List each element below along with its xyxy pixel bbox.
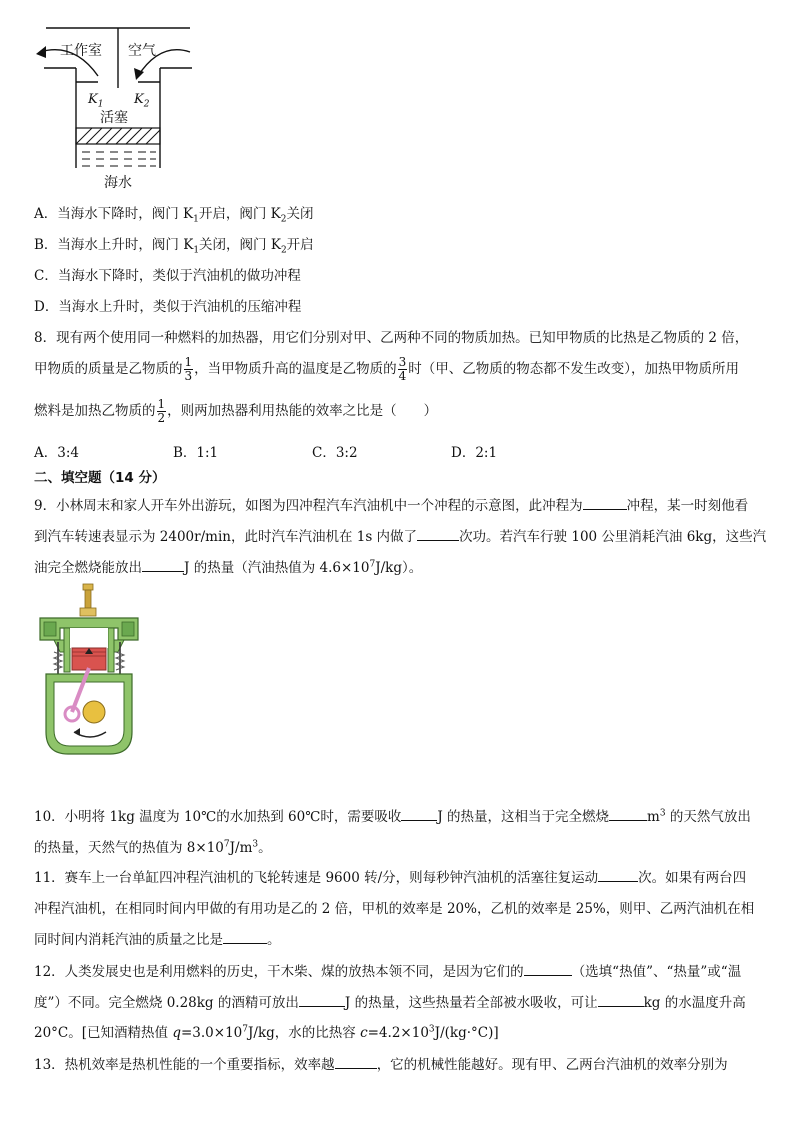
answer-blank[interactable] (609, 806, 647, 821)
answer-blank[interactable] (524, 961, 572, 976)
answer-blank[interactable] (335, 1054, 377, 1069)
q8-line-2: 甲物质的质量是乙物质的 $\frac{1}{3}$ ，当甲物质升高的温度是乙物质的 $\frac{3}{4}$ 时（甲、乙物质的物态都不发生改变），加热甲物质所用 (34, 355, 740, 383)
answer-blank[interactable] (598, 867, 638, 882)
q8-line-3: 燃料是加热乙物质的 $\frac{1}{2}$ ，则两加热器利用热能的效率之比是（ ） (34, 397, 438, 425)
q11-line-2: 冲程汽油机，在相同时间内甲做的有用功是乙的 2 倍，甲机的效率是 20%，乙机的效率是 25%，则甲、乙两汽油机在相 (34, 901, 755, 917)
q12-line-1: 12．人类发展史也是利用燃料的历史，干木柴、煤的放热本领不同，是因为它们的 （选填“热值”、“热量”或“温 (34, 960, 741, 980)
q9-line-1: 9．小林周末和家人开车外出游玩，如图为四冲程汽车汽油机中一个冲程的示意图，此冲程为 冲程，某一时刻他看 (34, 494, 748, 514)
answer-blank[interactable] (142, 557, 184, 572)
answer-blank[interactable] (223, 929, 267, 944)
section-title-fill-blank: 二、填空题（14 分） (34, 470, 166, 486)
q12-line-2: 度”）不同。完全燃烧 0.28kg 的酒精可放出 J 的热量，这些热量若全部被水吸收，可让 kg 的水温度升高 (34, 991, 746, 1011)
q9-line-3: 油完全燃烧能放出 J 的热量（汽油热值为 $4.6\times 10^7J/kg$）。 (34, 556, 422, 576)
label-work-room: 工作室 (60, 43, 102, 59)
label-piston: 活塞 (100, 110, 128, 126)
q8-option-c: C．3:2 (312, 445, 358, 461)
q13-line-1: 13．热机效率是热机性能的一个重要指标，效率越 ，它的机械性能越好。现有甲、乙两台汽油机的效率分别为 (34, 1053, 728, 1073)
four-stroke-engine-diagram (34, 582, 144, 772)
q8-option-a: A．3:4 (34, 445, 79, 461)
fraction-one-half: $\frac{1}{2}$ (157, 397, 166, 425)
fraction-three-quarters: $\frac{3}{4}$ (398, 355, 407, 383)
q8-line-1: 8．现有两个使用同一种燃料的加热器，用它们分别对甲、乙两种不同的物质加热。已知甲物质的比热是乙物质的 2 倍， (34, 330, 749, 346)
q11-line-1: 11．赛车上一台单缸四冲程汽油机的飞轮转速是 9600 转/分，则每秒钟汽油机的活塞往复运动 次。如果有两台四 (34, 866, 746, 886)
q11-line-3: 同时间内消耗汽油的质量之比是 。 (34, 928, 281, 948)
answer-blank[interactable] (401, 806, 437, 821)
q10-line-1: 10．小明将 1kg 温度为 10℃的水加热到 60℃时，需要吸收 J 的热量，这相当于完全燃烧 $m^3$ 的天然气放出 (34, 805, 751, 825)
answer-blank[interactable] (598, 992, 644, 1007)
q7-option-a: A．当海水下降时，阀门 $K_1$开启，阀门 $K_2$关闭 (34, 206, 314, 225)
label-sea: 海水 (104, 175, 132, 191)
q9-line-2: 到汽车转速表显示为 2400r/min，此时汽车汽油机在 1s 内做了 次功。若汽车行驶 100 公里消耗汽油 6kg，这些汽 (34, 525, 766, 545)
q12-line-3: 20°C。[已知酒精热值 $q=3.0\times 10^7J/kg$，水的比热容 $c=4.2\times 10^3J/(kg\cdot^\circ C)$] (34, 1024, 499, 1041)
label-air: 空气 (128, 43, 156, 59)
answer-blank[interactable] (417, 526, 459, 541)
label-k2: $K_2$ (134, 92, 150, 110)
q10-line-2: 的热量，天然气的热值为 $8\times 10^7J/m^3$。 (34, 839, 272, 856)
q7-option-d: D．当海水上升时，类似于汽油机的压缩冲程 (34, 299, 302, 315)
label-k1: $K_1$ (88, 92, 104, 110)
answer-blank[interactable] (583, 495, 627, 510)
q8-option-d: D．2:1 (451, 445, 498, 461)
q8-option-b: B．1:1 (173, 445, 219, 461)
q7-option-c: C．当海水下降时，类似于汽油机的做功冲程 (34, 268, 301, 284)
fraction-one-third: $\frac{1}{3}$ (184, 355, 193, 383)
answer-blank[interactable] (299, 992, 345, 1007)
q7-option-b: B．当海水上升时，阀门 $K_1$关闭，阀门 $K_2$开启 (34, 237, 314, 256)
